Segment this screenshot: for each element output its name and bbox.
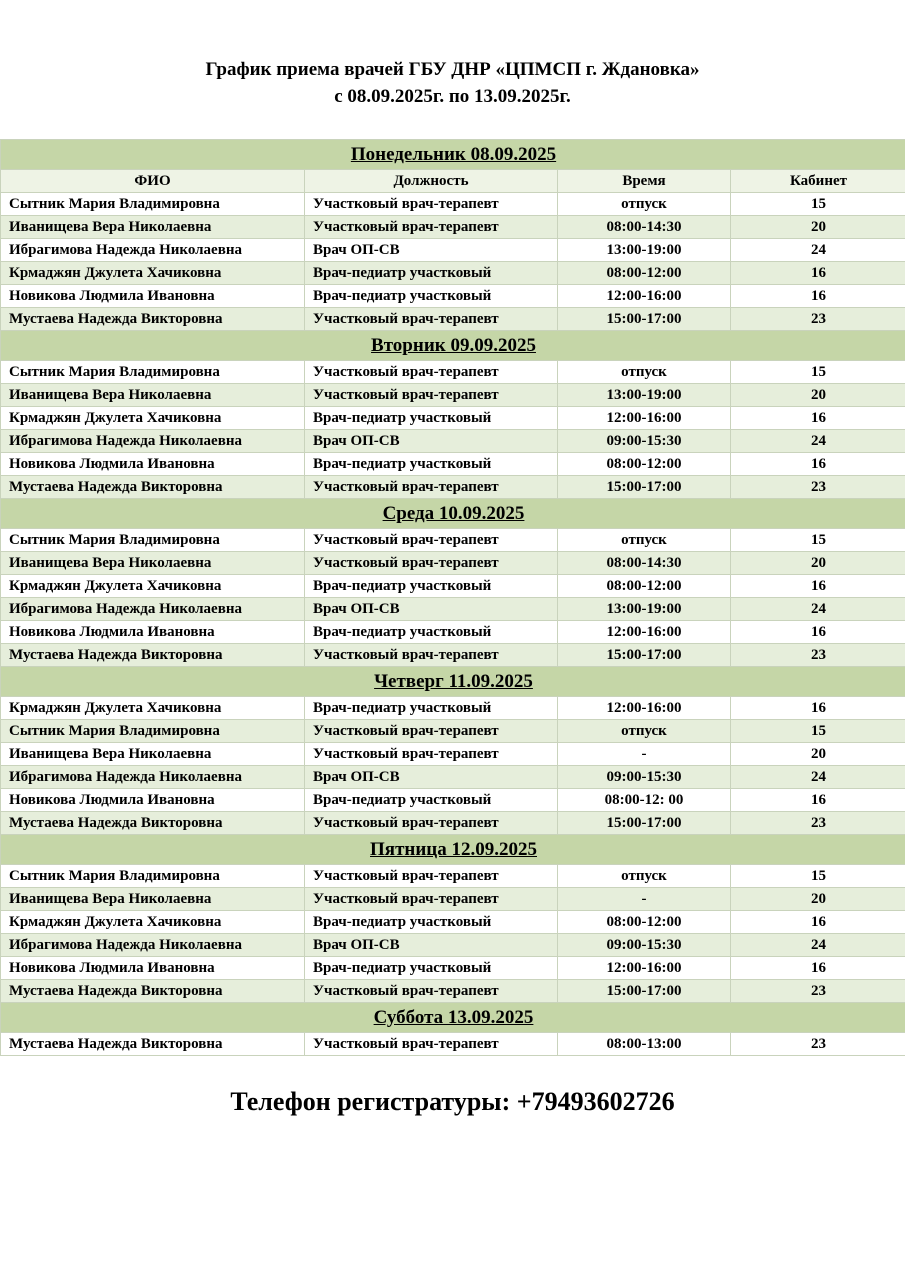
time-cell: 08:00-14:30 [558, 552, 731, 575]
doctor-name-cell: Мустаева Надежда Викторовна [1, 308, 305, 331]
time-cell: отпуск [558, 193, 731, 216]
time-cell: 13:00-19:00 [558, 598, 731, 621]
cabinet-cell: 16 [731, 621, 905, 644]
table-row [1, 476, 905, 499]
time-cell: 12:00-16:00 [558, 621, 731, 644]
cabinet-cell: 16 [731, 697, 905, 720]
cabinet-cell: 24 [731, 430, 905, 453]
cabinet-cell: 23 [731, 1033, 905, 1056]
position-cell: Врач-педиатр участковый [305, 957, 558, 980]
time-cell: - [558, 743, 731, 766]
doctor-name-cell: Новикова Людмила Ивановна [1, 621, 305, 644]
doctor-name-cell: Ибрагимова Надежда Николаевна [1, 934, 305, 957]
column-header-row [1, 170, 905, 193]
time-cell: 08:00-12:00 [558, 453, 731, 476]
position-cell: Участковый врач-терапевт [305, 812, 558, 835]
cabinet-cell: 20 [731, 216, 905, 239]
doctor-name-cell: Иванищева Вера Николаевна [1, 552, 305, 575]
time-cell: 12:00-16:00 [558, 407, 731, 430]
doctor-name-cell: Сытник Мария Владимировна [1, 193, 305, 216]
position-cell: Участковый врач-терапевт [305, 552, 558, 575]
position-cell: Врач-педиатр участковый [305, 407, 558, 430]
position-cell: Врач ОП-СВ [305, 430, 558, 453]
position-cell: Врач ОП-СВ [305, 934, 558, 957]
day-header-row [1, 835, 905, 865]
table-row [1, 812, 905, 835]
doctor-name-cell: Иванищева Вера Николаевна [1, 743, 305, 766]
doctor-name-cell: Крмаджян Джулета Хачиковна [1, 262, 305, 285]
position-cell: Участковый врач-терапевт [305, 1033, 558, 1056]
time-cell: отпуск [558, 865, 731, 888]
time-cell: 13:00-19:00 [558, 239, 731, 262]
title-line-2: с 08.09.2025г. по 13.09.2025г. [334, 86, 571, 107]
position-cell: Врач ОП-СВ [305, 766, 558, 789]
time-cell: 15:00-17:00 [558, 308, 731, 331]
table-row [1, 697, 905, 720]
table-row [1, 361, 905, 384]
table-row [1, 308, 905, 331]
cabinet-cell: 15 [731, 529, 905, 552]
position-cell: Врач-педиатр участковый [305, 285, 558, 308]
cabinet-cell: 23 [731, 476, 905, 499]
table-row [1, 407, 905, 430]
cabinet-cell: 16 [731, 575, 905, 598]
position-cell: Врач ОП-СВ [305, 239, 558, 262]
cabinet-cell: 20 [731, 888, 905, 911]
position-cell: Врач-педиатр участковый [305, 453, 558, 476]
doctor-name-cell: Мустаева Надежда Викторовна [1, 1033, 305, 1056]
table-row [1, 384, 905, 407]
cabinet-cell: 23 [731, 308, 905, 331]
table-row [1, 621, 905, 644]
time-cell: 08:00-12:00 [558, 911, 731, 934]
time-cell: 08:00-12: 00 [558, 789, 731, 812]
position-cell: Участковый врач-терапевт [305, 361, 558, 384]
table-row [1, 552, 905, 575]
doctor-name-cell: Мустаева Надежда Викторовна [1, 644, 305, 667]
time-cell: 08:00-14:30 [558, 216, 731, 239]
position-cell: Участковый врач-терапевт [305, 193, 558, 216]
table-row [1, 720, 905, 743]
table-row [1, 262, 905, 285]
table-row [1, 743, 905, 766]
position-cell: Врач-педиатр участковый [305, 911, 558, 934]
position-cell: Участковый врач-терапевт [305, 216, 558, 239]
cabinet-cell: 16 [731, 285, 905, 308]
doctor-name-cell: Сытник Мария Владимировна [1, 529, 305, 552]
cabinet-cell: 20 [731, 552, 905, 575]
cabinet-cell: 15 [731, 865, 905, 888]
cabinet-cell: 20 [731, 384, 905, 407]
time-cell: - [558, 888, 731, 911]
table-row [1, 1033, 905, 1056]
title-line-1: График приема врачей ГБУ ДНР «ЦПМСП г. Ждановка» [205, 59, 700, 80]
time-cell: 09:00-15:30 [558, 934, 731, 957]
table-row [1, 193, 905, 216]
doctor-name-cell: Ибрагимова Надежда Николаевна [1, 430, 305, 453]
doctor-name-cell: Сытник Мария Владимировна [1, 361, 305, 384]
cabinet-cell: 24 [731, 239, 905, 262]
doctor-name-cell: Иванищева Вера Николаевна [1, 216, 305, 239]
time-cell: отпуск [558, 720, 731, 743]
position-cell: Участковый врач-терапевт [305, 476, 558, 499]
column-header-position: Должность [305, 170, 558, 193]
table-row [1, 789, 905, 812]
cabinet-cell: 24 [731, 934, 905, 957]
table-row [1, 766, 905, 789]
doctor-name-cell: Крмаджян Джулета Хачиковна [1, 911, 305, 934]
cabinet-cell: 16 [731, 789, 905, 812]
table-row [1, 911, 905, 934]
time-cell: 08:00-12:00 [558, 262, 731, 285]
time-cell: 15:00-17:00 [558, 644, 731, 667]
day-label: Пятница 12.09.2025 [1, 835, 905, 865]
position-cell: Участковый врач-терапевт [305, 720, 558, 743]
cabinet-cell: 15 [731, 193, 905, 216]
cabinet-cell: 16 [731, 407, 905, 430]
table-row [1, 865, 905, 888]
document-title [0, 56, 905, 110]
doctor-name-cell: Ибрагимова Надежда Николаевна [1, 766, 305, 789]
doctor-name-cell: Иванищева Вера Николаевна [1, 384, 305, 407]
time-cell: 12:00-16:00 [558, 697, 731, 720]
position-cell: Врач ОП-СВ [305, 598, 558, 621]
time-cell: 15:00-17:00 [558, 980, 731, 1003]
table-row [1, 934, 905, 957]
table-row [1, 285, 905, 308]
time-cell: 12:00-16:00 [558, 285, 731, 308]
doctor-name-cell: Мустаева Надежда Викторовна [1, 980, 305, 1003]
time-cell: 08:00-13:00 [558, 1033, 731, 1056]
table-row [1, 888, 905, 911]
doctor-name-cell: Новикова Людмила Ивановна [1, 453, 305, 476]
position-cell: Участковый врач-терапевт [305, 980, 558, 1003]
cabinet-cell: 24 [731, 766, 905, 789]
cabinet-cell: 23 [731, 980, 905, 1003]
doctor-name-cell: Крмаджян Джулета Хачиковна [1, 697, 305, 720]
time-cell: 15:00-17:00 [558, 812, 731, 835]
position-cell: Участковый врач-терапевт [305, 743, 558, 766]
doctor-name-cell: Сытник Мария Владимировна [1, 720, 305, 743]
time-cell: 09:00-15:30 [558, 430, 731, 453]
day-header-row [1, 140, 905, 170]
doctor-name-cell: Новикова Людмила Ивановна [1, 957, 305, 980]
cabinet-cell: 16 [731, 911, 905, 934]
doctor-name-cell: Мустаева Надежда Викторовна [1, 476, 305, 499]
time-cell: отпуск [558, 529, 731, 552]
cabinet-cell: 16 [731, 453, 905, 476]
doctor-name-cell: Иванищева Вера Николаевна [1, 888, 305, 911]
table-row [1, 239, 905, 262]
table-row [1, 575, 905, 598]
time-cell: 15:00-17:00 [558, 476, 731, 499]
table-row [1, 957, 905, 980]
position-cell: Участковый врач-терапевт [305, 308, 558, 331]
doctor-name-cell: Мустаева Надежда Викторовна [1, 812, 305, 835]
time-cell: отпуск [558, 361, 731, 384]
registry-phone: Телефон регистратуры: +79493602726 [230, 1087, 675, 1116]
doctor-name-cell: Ибрагимова Надежда Николаевна [1, 239, 305, 262]
time-cell: 08:00-12:00 [558, 575, 731, 598]
position-cell: Врач-педиатр участковый [305, 575, 558, 598]
position-cell: Врач-педиатр участковый [305, 697, 558, 720]
doctor-name-cell: Крмаджян Джулета Хачиковна [1, 575, 305, 598]
cabinet-cell: 15 [731, 361, 905, 384]
position-cell: Участковый врач-терапевт [305, 888, 558, 911]
doctor-name-cell: Крмаджян Джулета Хачиковна [1, 407, 305, 430]
table-row [1, 216, 905, 239]
cabinet-cell: 15 [731, 720, 905, 743]
table-row [1, 430, 905, 453]
position-cell: Участковый врач-терапевт [305, 865, 558, 888]
position-cell: Участковый врач-терапевт [305, 384, 558, 407]
cabinet-cell: 23 [731, 812, 905, 835]
table-row [1, 529, 905, 552]
day-label: Вторник 09.09.2025 [1, 331, 905, 361]
table-row [1, 980, 905, 1003]
position-cell: Врач-педиатр участковый [305, 262, 558, 285]
day-header-row [1, 331, 905, 361]
schedule-table [0, 139, 905, 1056]
column-header-cabinet: Кабинет [731, 170, 905, 193]
column-header-time: Время [558, 170, 731, 193]
day-label: Среда 10.09.2025 [1, 499, 905, 529]
position-cell: Участковый врач-терапевт [305, 644, 558, 667]
day-header-row [1, 1003, 905, 1033]
day-header-row [1, 499, 905, 529]
doctor-name-cell: Сытник Мария Владимировна [1, 865, 305, 888]
cabinet-cell: 23 [731, 644, 905, 667]
cabinet-cell: 24 [731, 598, 905, 621]
time-cell: 09:00-15:30 [558, 766, 731, 789]
time-cell: 12:00-16:00 [558, 957, 731, 980]
day-label: Суббота 13.09.2025 [1, 1003, 905, 1033]
table-row [1, 453, 905, 476]
column-header-fio: ФИО [1, 170, 305, 193]
cabinet-cell: 16 [731, 262, 905, 285]
doctor-name-cell: Новикова Людмила Ивановна [1, 285, 305, 308]
position-cell: Участковый врач-терапевт [305, 529, 558, 552]
schedule-body [1, 140, 905, 1056]
position-cell: Врач-педиатр участковый [305, 621, 558, 644]
day-label: Четверг 11.09.2025 [1, 667, 905, 697]
day-label: Понедельник 08.09.2025 [1, 140, 905, 170]
position-cell: Врач-педиатр участковый [305, 789, 558, 812]
doctor-name-cell: Новикова Людмила Ивановна [1, 789, 305, 812]
table-row [1, 644, 905, 667]
cabinet-cell: 20 [731, 743, 905, 766]
time-cell: 13:00-19:00 [558, 384, 731, 407]
day-header-row [1, 667, 905, 697]
table-row [1, 598, 905, 621]
doctor-name-cell: Ибрагимова Надежда Николаевна [1, 598, 305, 621]
cabinet-cell: 16 [731, 957, 905, 980]
